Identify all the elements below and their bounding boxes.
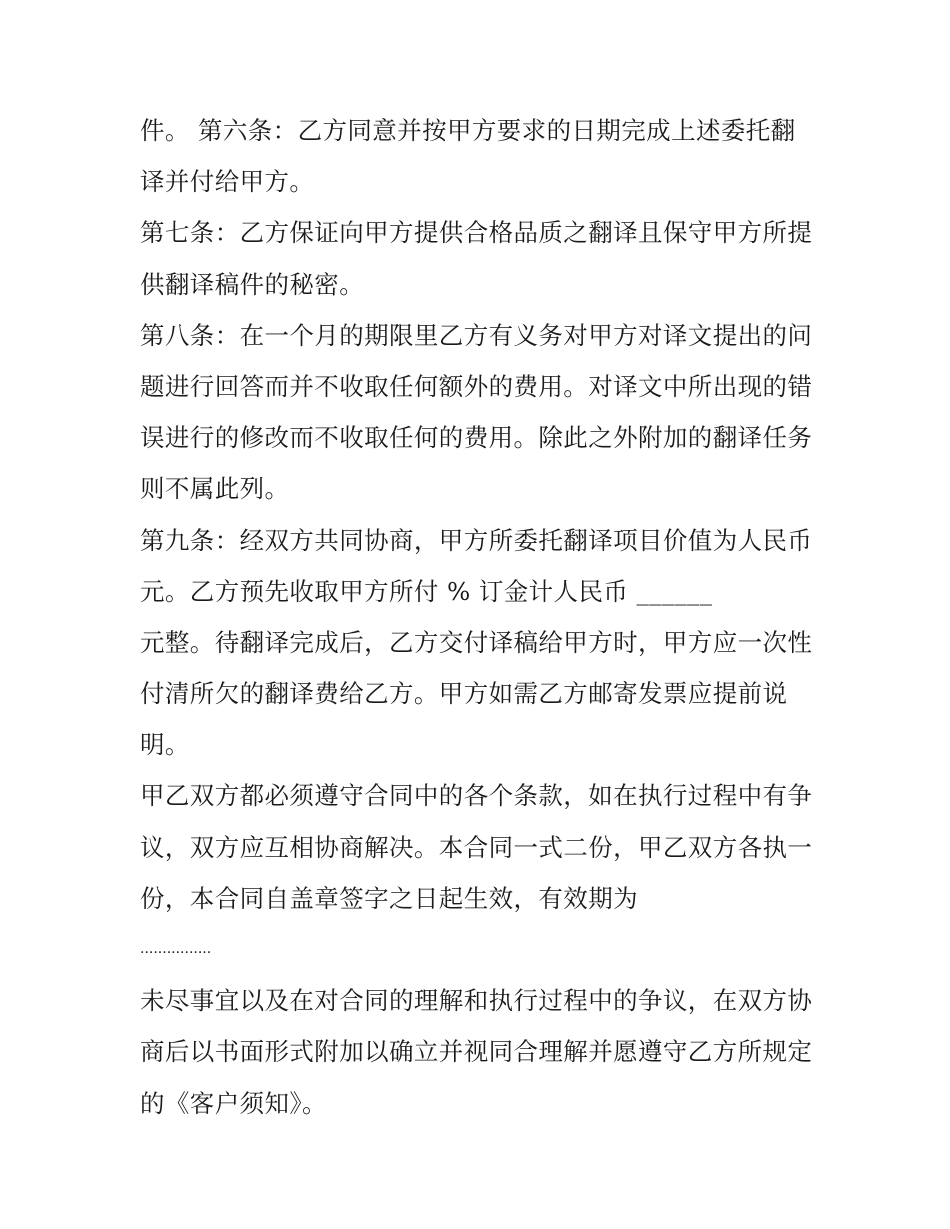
contract-body: [140, 105, 820, 1129]
text-line: 元整。待翻译完成后，乙方交付译稿给甲方时，甲方应一次性: [140, 627, 813, 657]
text-line: 误进行的修改而不收取任何的费用。除此之外附加的翻译任务: [140, 423, 813, 453]
text-line: 明。: [140, 730, 190, 760]
text-line: 的《客户须知》。: [140, 1088, 327, 1118]
text-line: 未尽事宜以及在对合同的理解和执行过程中的争议，在双方协: [140, 986, 813, 1016]
text-line: 译并付给甲方。: [140, 167, 315, 197]
text-line: 甲乙双方都必须遵守合同中的各个条款，如在执行过程中有争: [140, 781, 813, 811]
text-line: 商后以书面形式附加以确立并视同合理解并愿遵守乙方所规定: [140, 1037, 813, 1067]
dotted-blank-line: ................: [140, 941, 212, 957]
article-seven-line: 第七条：乙方保证向甲方提供合格品质之翻译且保守甲方所提: [140, 218, 813, 248]
text-line: 议，双方应互相协商解决。本合同一式二份，甲乙双方各执一: [140, 832, 813, 862]
text-line: 份，本合同自盖章签字之日起生效，有效期为: [140, 883, 638, 913]
text-line: 付清所欠的翻译费给乙方。甲方如需乙方邮寄发票应提前说: [140, 679, 788, 709]
text-line: 则不属此列。: [140, 474, 290, 504]
article-eight-line: 第八条：在一个月的期限里乙方有义务对甲方对译文提出的问: [140, 320, 813, 350]
text-line: 元。乙方预先收取甲方所付 % 订金计人民币 ______: [140, 576, 713, 606]
text-line: 供翻译稿件的秘密。: [140, 269, 365, 299]
text-line: 题进行回答而并不收取任何额外的费用。对译文中所出现的错: [140, 371, 813, 401]
text-line: 件。 第六条：乙方同意并按甲方要求的日期完成上述委托翻: [140, 116, 796, 145]
article-nine-line: 第九条：经双方共同协商，甲方所委托翻译项目价值为人民币: [140, 525, 813, 555]
